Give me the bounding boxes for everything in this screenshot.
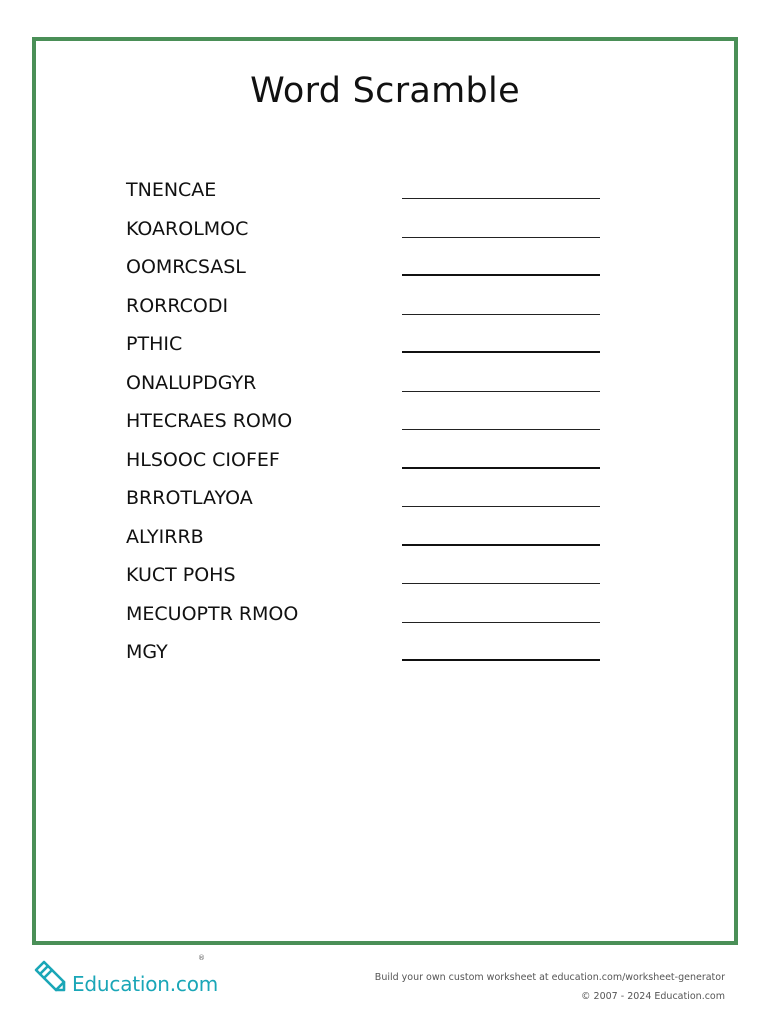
list-item bbox=[126, 407, 606, 446]
scrambled-word: HLSOOC CIOFEF bbox=[126, 448, 280, 471]
worksheet-frame bbox=[32, 37, 738, 945]
answer-line bbox=[402, 391, 600, 392]
list-item bbox=[126, 176, 606, 215]
scrambled-word-list bbox=[126, 176, 606, 677]
logo-text: Education.com bbox=[72, 971, 219, 996]
answer-line bbox=[402, 351, 600, 353]
list-item bbox=[126, 638, 606, 677]
page-title: Word Scramble bbox=[250, 71, 520, 111]
list-item bbox=[126, 600, 606, 639]
answer-line bbox=[402, 544, 600, 546]
list-item bbox=[126, 292, 606, 331]
answer-line bbox=[402, 429, 600, 430]
scrambled-word: OOMRCSASL bbox=[126, 256, 246, 278]
answer-line bbox=[402, 237, 600, 238]
registered-mark: ® bbox=[198, 954, 205, 962]
list-item bbox=[126, 330, 606, 369]
list-item bbox=[126, 215, 606, 254]
scrambled-word: PTHIC bbox=[126, 333, 183, 355]
worksheet-generator-link[interactable]: Build your own custom worksheet at education.com/worksheet-generator bbox=[374, 972, 725, 983]
list-item bbox=[126, 561, 606, 600]
answer-line bbox=[402, 659, 600, 661]
scrambled-word: MECUOPTR RMOO bbox=[126, 602, 299, 625]
list-item bbox=[126, 446, 606, 485]
footer-credits bbox=[375, 968, 725, 1006]
scrambled-word: RORRCODI bbox=[126, 294, 229, 317]
scrambled-word: ONALUPDGYR bbox=[126, 371, 257, 394]
scrambled-word: BRROTLAYOA bbox=[126, 487, 253, 509]
answer-line bbox=[402, 274, 600, 276]
list-item bbox=[126, 253, 606, 292]
list-item bbox=[126, 523, 606, 562]
scrambled-word: MGY bbox=[126, 641, 168, 663]
list-item bbox=[126, 369, 606, 408]
answer-line bbox=[402, 198, 600, 199]
scrambled-word: KUCT POHS bbox=[126, 564, 236, 586]
answer-line bbox=[402, 467, 600, 469]
education-logo[interactable] bbox=[30, 954, 218, 999]
pencil-logo-icon bbox=[30, 957, 70, 997]
scrambled-word: TNENCAE bbox=[126, 179, 217, 201]
scrambled-word: ALYIRRB bbox=[126, 525, 204, 548]
answer-line bbox=[402, 583, 600, 584]
copyright-text: © 2007 - 2024 Education.com bbox=[581, 991, 725, 1002]
answer-line bbox=[402, 622, 600, 623]
answer-line bbox=[402, 314, 600, 315]
list-item bbox=[126, 484, 606, 523]
answer-line bbox=[402, 506, 600, 507]
scrambled-word: KOAROLMOC bbox=[126, 217, 249, 240]
scrambled-word: HTECRAES ROMO bbox=[126, 410, 293, 432]
